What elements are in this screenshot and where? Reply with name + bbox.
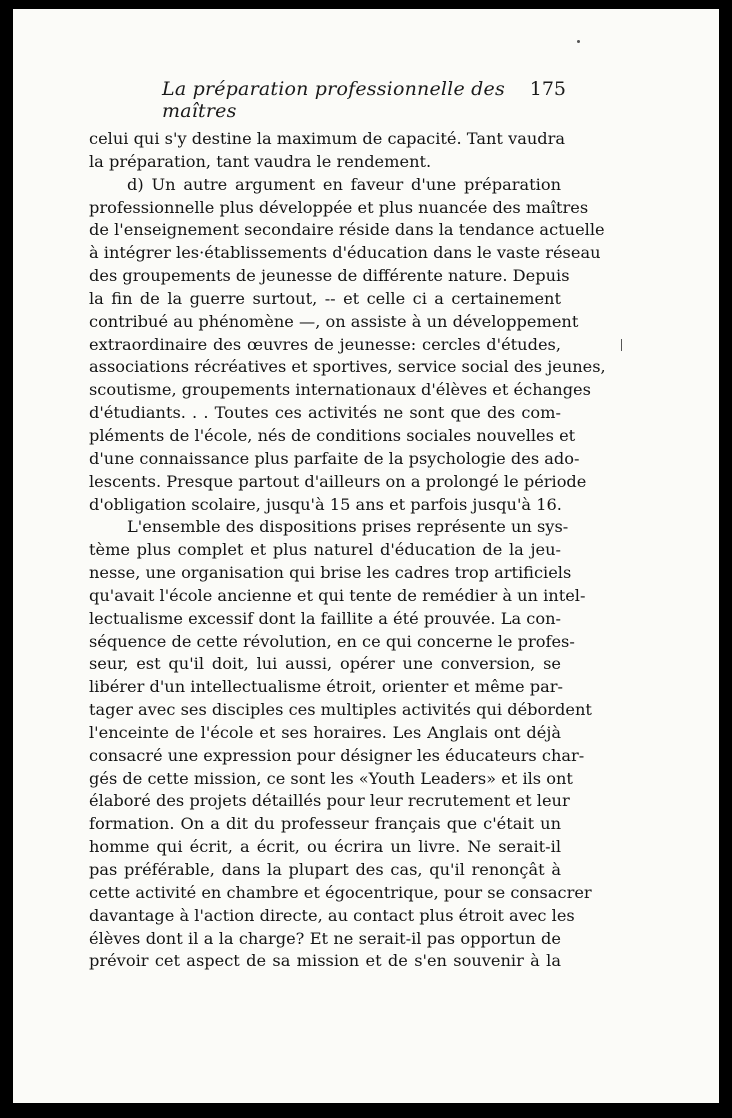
text-line: tème plus complet et plus naturel d'éducation de la jeu- — [89, 540, 561, 560]
text-line: associations récréatives et sportives, service social des jeunes, — [89, 357, 606, 377]
text-line: de l'enseignement secondaire réside dans la tendance actuelle — [89, 220, 605, 240]
scan-speck — [577, 40, 580, 43]
text-line: l'enceinte de l'école et ses horaires. Les Anglais ont déjà — [89, 722, 561, 742]
text-line: L'ensemble des dispositions prises représente un sys- — [127, 517, 569, 537]
text-line: tager avec ses disciples ces multiples activités qui débordent — [89, 700, 592, 720]
page-number: 175 — [529, 78, 566, 100]
text-line: contribué au phénomène —, on assiste à un développement — [89, 311, 579, 331]
text-line: prévoir cet aspect de sa mission et de s'en souvenir à la — [89, 951, 561, 971]
text-line: pas préférable, dans la plupart des cas, qu'il renonçât à — [89, 860, 561, 879]
running-header — [162, 78, 582, 122]
text-line: gés de cette mission, ce sont les «Youth Leaders» et ils ont — [89, 768, 573, 788]
text-line: d'étudiants. . . Toutes ces activités ne sont que des com- — [89, 403, 561, 423]
text-line: scoutisme, groupements internationaux d'élèves et échanges — [89, 380, 591, 400]
text-line: la préparation, tant vaudra le rendement. — [89, 151, 432, 171]
text-line: seur, est qu'il doit, lui aussi, opérer une conversion, se — [89, 654, 561, 674]
text-line: nesse, une organisation qui brise les cadres trop artificiels — [89, 563, 572, 583]
scan-speck — [621, 339, 622, 351]
text-line: lescents. Presque partout d'ailleurs on a prolongé le période — [89, 471, 587, 491]
text-line: davantage à l'action directe, au contact plus étroit avec les — [89, 905, 575, 925]
text-line: professionnelle plus développée et plus nuancée des maîtres — [89, 197, 589, 217]
text-line: celui qui s'y destine la maximum de capacité. Tant vaudra — [89, 129, 566, 148]
text-line: cette activité en chambre et égocentrique, pour se consacrer — [89, 882, 592, 902]
text-line: la fin de la guerre surtout, -- et celle ci a certainement — [89, 288, 561, 308]
text-line: pléments de l'école, nés de conditions sociales nouvelles et — [89, 425, 576, 445]
text-line: lectualisme excessif dont la faillite a été prouvée. La con- — [89, 608, 561, 628]
text-line: à intégrer les·établissements d'éducation dans le vaste réseau — [89, 243, 601, 263]
book-page — [13, 9, 719, 1103]
text-line: d'une connaissance plus parfaite de la psychologie des ado- — [89, 448, 580, 468]
text-line: séquence de cette révolution, en ce qui concerne le profes- — [89, 631, 575, 651]
text-line: libérer d'un intellectualisme étroit, orienter et même par- — [89, 677, 563, 697]
text-line: homme qui écrit, a écrit, ou écrira un livre. Ne serait-il — [89, 837, 561, 857]
text-line: élèves dont il a la charge? Et ne serait-il pas opportun de — [89, 928, 561, 948]
running-title: La préparation professionnelle des maîtres — [162, 78, 505, 122]
text-line: consacré une expression pour désigner les éducateurs char- — [89, 745, 585, 765]
text-line: d'obligation scolaire, jusqu'à 15 ans et parfois jusqu'à 16. — [89, 494, 562, 514]
text-line: des groupements de jeunesse de différente nature. Depuis — [89, 266, 570, 286]
body-text — [89, 128, 606, 973]
text-line: qu'avait l'école ancienne et qui tente de remédier à un intel- — [89, 585, 586, 605]
text-line: d) Un autre argument en faveur d'une préparation — [127, 174, 561, 194]
text-line: élaboré des projets détaillés pour leur recrutement et leur — [89, 791, 570, 811]
text-line: formation. On a dit du professeur français que c'était un — [89, 814, 561, 834]
text-line: extraordinaire des œuvres de jeunesse: cercles d'études, — [89, 334, 561, 354]
